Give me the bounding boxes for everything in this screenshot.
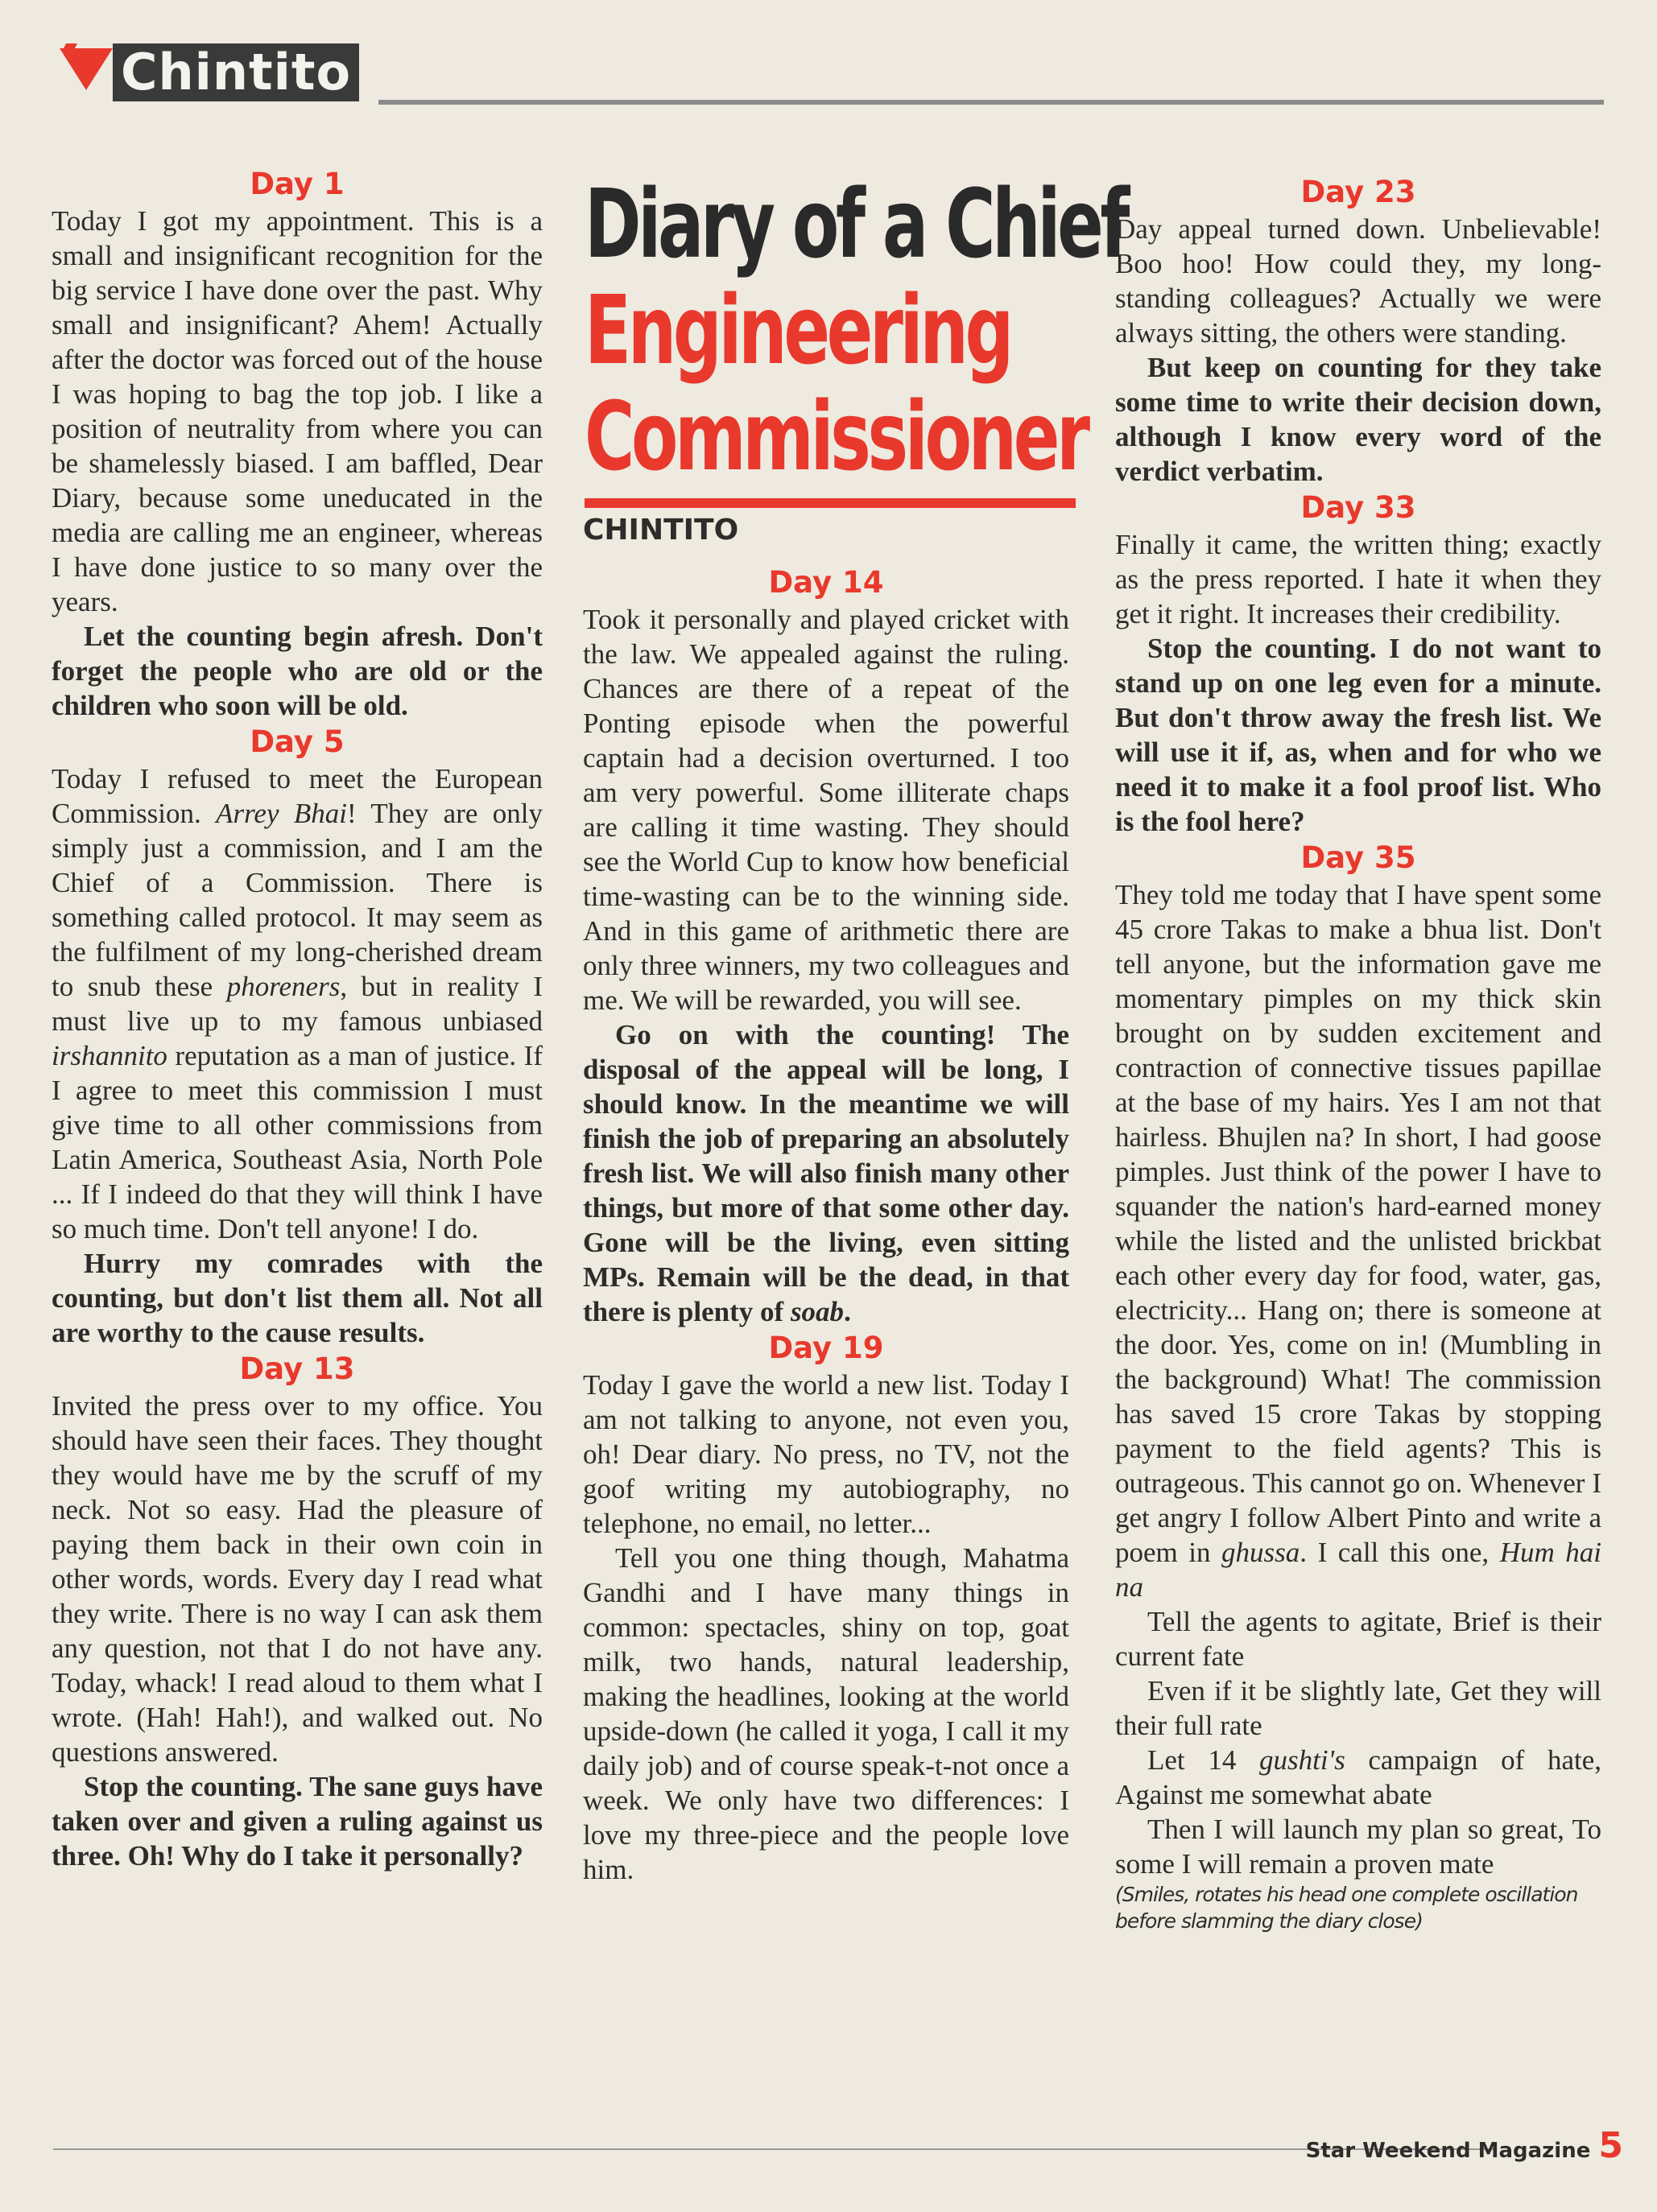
stage-note: (Smiles, rotates his head one complete oscillation before slamming the diary close) [1115,1883,1578,1933]
poem-line: Let 14 gushti's campaign of hate, Against me somewhat abate [1115,1744,1601,1810]
column-2 [583,563,1069,1887]
paragraph-bold: Stop the counting. I do not want to stand up on one leg even for a minute. But don't throw away the fresh list. We will use it if, as, when and for who we need it to make it a fool proof list. Who is the fool here? [1115,633,1601,837]
paragraph: Took it personally and played cricket with the law. We appealed against the ruling. Chances are there of a repeat of the Ponting episode when the powerful captain had a decision overturned. I too am very powerful. Some illiterate chaps are calling it time wasting. They should see the World Cup to know how beneficial time-wasting can be to the winning side. And in this game of arithmetic there are only three winners, my two colleagues and me. We will be rewarded, you will see. [583,604,1069,1016]
day-heading: Day 19 [768,1331,884,1365]
poem-line: Tell the agents to agitate, Brief is their current fate [1115,1606,1601,1672]
section-header [56,40,359,105]
day-heading: Day 14 [768,565,884,600]
article-title [585,168,1127,492]
paragraph: Today I got my appointment. This is a small and insignificant recognition for the big service I have done over the past. Why small and insignificant? Ahem! Actually after the doctor was forced out of the house I was hoping to bag the top job. I like a position of neutrality from where you can be shamelessly biased. I am baffled, Dear Diary, because some uneducated in the media are calling me an engineer, whereas I have done justice to so many over the years. [52,205,543,617]
section-logo-icon [56,40,137,105]
title-rule [585,498,1076,508]
section-name: Chintito [113,43,359,101]
poem-line: Then I will launch my plan so great, To some I will remain a proven mate [1115,1814,1601,1880]
day-heading: Day 5 [250,724,345,759]
paragraph: Finally it came, the written thing; exactly as the press reported. I hate it when they get it right. It increases their credibility. [1115,529,1601,629]
paragraph-bold: Hurry my comrades with the counting, but don't list them all. Not all are worthy to the cause results. [52,1248,543,1348]
footer [1306,2125,1623,2166]
poem-line: Even if it be slightly late, Get they will their full rate [1115,1675,1601,1741]
magazine-name: Star Weekend Magazine [1305,2139,1591,2163]
paragraph-bold: But keep on counting for they take some time to write their decision down, although I know every word of the verdict verbatim. [1115,352,1601,487]
day-heading: Day 23 [1300,175,1416,209]
paragraph-bold: Stop the counting. The sane guys have taken over and given a ruling against us three. Oh! Why do I take it personally? [52,1771,543,1872]
paragraph-bold: Let the counting begin afresh. Don't forget the people who are old or the children who soon will be old. [52,621,543,721]
day-heading: Day 1 [250,167,345,201]
column-1 [52,165,543,1873]
title-line-1: Diary of a Chief [585,168,1127,279]
title-line-2: Engineering [585,274,1010,386]
paragraph: Tell you one thing though, Mahatma Gandhi and I have many things in common: spectacles, shiny on top, goat milk, two hands, natural leadership, making the headlines, looking at the world upside-down (he called it yoga, I call it my daily job) and of course speak-t-not once a week. We only have two differences: I love my three-piece and the people love him. [583,1542,1069,1885]
byline: CHINTITO [583,514,739,547]
title-line-3: Commissioner [585,381,1087,492]
header-rule [378,100,1604,105]
day-heading: Day 13 [239,1352,355,1386]
paragraph-bold: Go on with the counting! The disposal of the appeal will be long, I should know. In the meantime we will finish the job of preparing an absolutely fresh list. We will also finish many other things, but more of that some other day. Gone will be the living, even sitting MPs. Remain will be the dead, in that there is plenty of soab. [583,1019,1069,1327]
paragraph: Today I refused to meet the European Commission. Arrey Bhai! They are only simply just a commission, and I am the Chief of a Commission. There is something called protocol. It may seem as the fulfilment of my long-cherished dream to snub these phoreners, but in reality I must live up to my famous unbiased irshannito reputation as a man of justice. If I agree to meet this commission I must give time to all other commissions from Latin America, Southeast Asia, North Pole ... If I indeed do that they will think I have so much time. Don't tell anyone! I do. [52,763,543,1244]
day-heading: Day 35 [1300,840,1416,875]
paragraph: Today I gave the world a new list. Today I am not talking to anyone, not even you, oh! Dear diary. No press, no TV, not the goof writing my autobiography, no telephone, no email, no letter... [583,1369,1069,1539]
paragraph: Day appeal turned down. Unbelievable! Boo hoo! How could they, my long-standing colleagues? Actually we were always sitting, the others were standing. [1115,213,1601,349]
paragraph: Invited the press over to my office. You should have seen their faces. They thought they would have me by the scruff of my neck. Not so easy. Had the pleasure of paying them back in their own coin in other words, words. Every day I read what they write. There is no way I can ask them any question, not that I do not have any. Today, whack! I read aloud to them what I wrote. (Hah! Hah!), and walked out. No questions answered. [52,1390,543,1768]
day-heading: Day 33 [1300,490,1416,525]
footer-rule [53,2148,1496,2150]
paragraph: They told me today that I have spent some 45 crore Takas to make a bhua list. Don't tell anyone, but the information gave me momentary pimples on my thick skin brought on by sudden excitement and contraction of connective tissues papillae at the base of my hairs. Yes I am not that hairless. Bhujlen na? In short, I had goose pimples. Just think of the power I have to squander the nation's hard-earned money while the listed and the unlisted brickbat each other every day for food, water, gas, electricity... Hang on; there is someone at the door. Yes, come on in! (Mumbling in the background) What! The commission has saved 15 crore Takas by stopping payment to the field agents? This is outrageous. This cannot go on. Whenever I get angry I follow Albert Pinto and write a poem in ghussa. I call this one, Hum hai na [1115,879,1602,1603]
page-number: 5 [1598,2125,1623,2166]
column-3 [1115,173,1601,1934]
